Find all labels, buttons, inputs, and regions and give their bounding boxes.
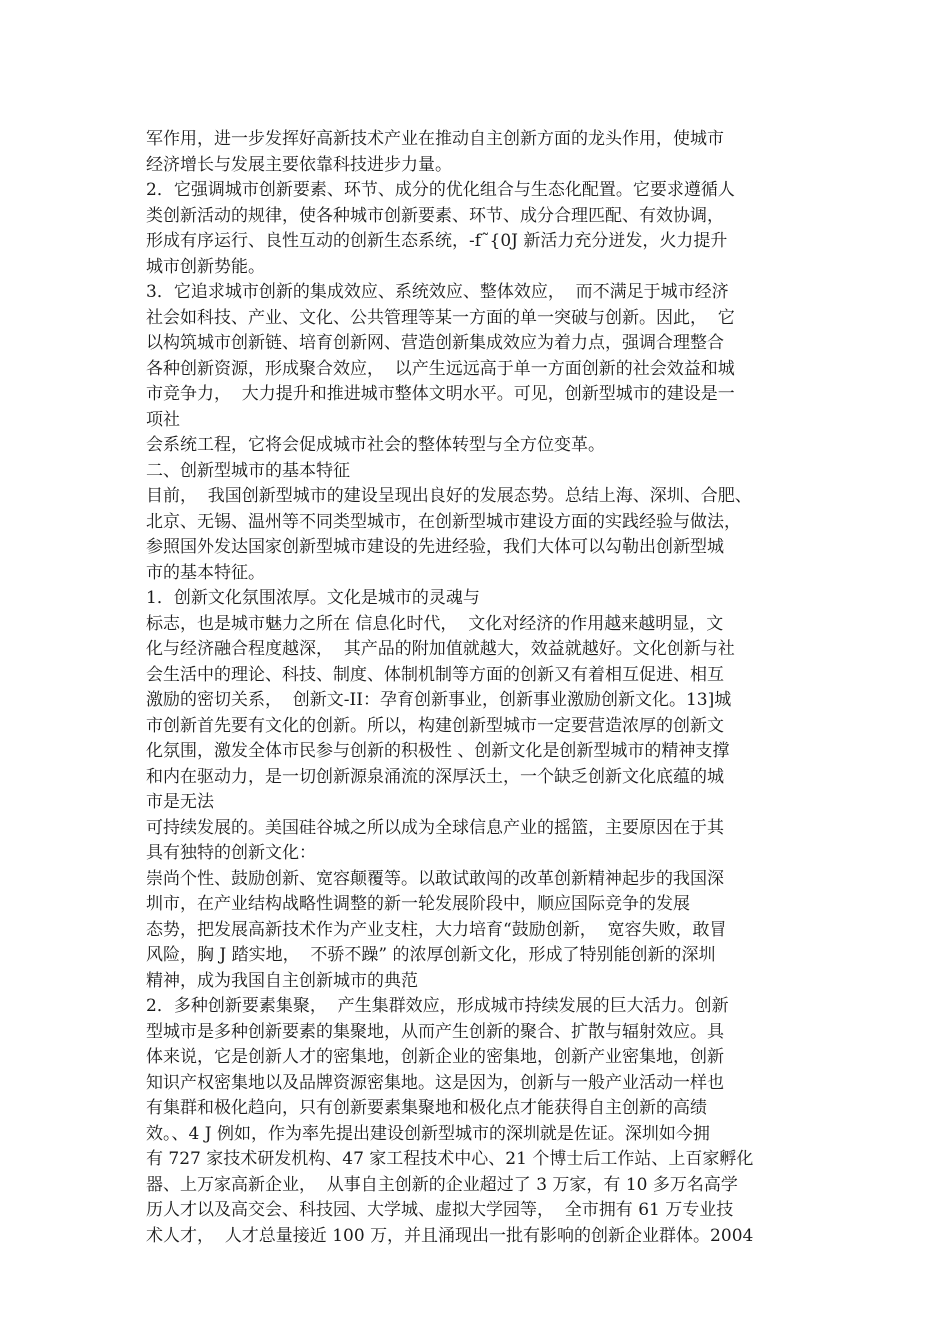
text-line: 二、创新型城市的基本特征 <box>146 460 350 481</box>
text-line: 社会如科技、产业、文化、公共管理等某一方面的单一突破与创新。因此， 它 <box>146 307 735 328</box>
document-body <box>146 127 826 1249</box>
text-line: 化与经济融合程度越深， 其产品的附加值就越大，效益就越好。文化创新与社 <box>146 639 735 659</box>
text-line: 激励的密切关系， 创新文-II：孕育创新事业，创新事业激励创新文化。13]城 <box>146 690 732 710</box>
text-line: 风险，胸 J 踏实地， 不骄不躁” 的浓厚创新文化，形成了特别能创新的深圳 <box>146 945 716 965</box>
text-line: 市竞争力， 大力提升和推进城市整体文明水平。可见，创新型城市的建设是一 <box>146 384 735 404</box>
text-line: 项社 <box>146 409 180 430</box>
text-line: 城市创新势能。 <box>146 256 265 277</box>
text-line: 效。、4 J 例如，作为率先提出建设创新型城市的深圳就是佐证。深圳如今拥 <box>146 1123 710 1144</box>
text-line: 态势，把发展高新技术作为产业支柱，大力培育“鼓励创新， 宽容失败，敢冒 <box>146 919 727 940</box>
text-line: 以构筑城市创新链、培育创新网、营造创新集成效应为着力点，强调合理整合 <box>146 333 724 353</box>
text-line: 器、上万家高新企业， 从事自主创新的企业超过了 3 万家，有 10 多万名高学 <box>146 1174 738 1195</box>
text-line: 具有独特的创新文化： <box>146 843 316 863</box>
text-line: 市的基本特征。 <box>146 562 265 583</box>
text-line: 圳市，在产业结构战略性调整的新一轮发展阶段中，顺应国际竞争的发展 <box>146 894 690 914</box>
text-line: 和内在驱动力，是一切创新源泉涌流的深厚沃土，一个缺乏创新文化底蕴的城 <box>146 766 724 787</box>
text-line: 参照国外发达国家创新型城市建设的先进经验，我们大体可以勾勒出创新型城 <box>146 537 724 557</box>
text-line: 有 727 家技术研发机构、47 家工程技术中心、21 个博士后工作站、上百家孵化 <box>146 1149 754 1169</box>
text-line: 市是无法 <box>146 792 214 812</box>
text-line: 2．它强调城市创新要素、环节、成分的优化组合与生态化配置。它要求遵循人 <box>146 180 735 200</box>
text-line: 目前， 我国创新型城市的建设呈现出良好的发展态势。总结上海、深圳、合肥、 <box>146 486 752 506</box>
text-line: 3．它追求城市创新的集成效应、系统效应、整体效应， 而不满足于城市经济 <box>146 282 729 302</box>
text-line: 型城市是多种创新要素的集聚地，从而产生创新的聚合、扩散与辐射效应。具 <box>146 1021 724 1042</box>
text-line: 崇尚个性、鼓励创新、宽容颠覆等。以敢试敢闯的改革创新精神起步的我国深 <box>146 868 724 889</box>
text-line: 精神，成为我国自主创新城市的典范 <box>146 970 418 991</box>
text-line: 会系统工程，它将会促成城市社会的整体转型与全方位变革。 <box>146 435 605 455</box>
text-line: 北京、无锡、温州等不同类型城市，在创新型城市建设方面的实践经验与做法， <box>146 511 741 532</box>
text-line: 可持续发展的。美国硅谷城之所以成为全球信息产业的摇篮，主要原因在于其 <box>146 817 724 838</box>
text-line: 各种创新资源，形成聚合效应， 以产生远远高于单一方面创新的社会效益和城 <box>146 358 735 379</box>
text-line: 化氛围，激发全体市民参与创新的积极性 、创新文化是创新型城市的精神支撑 <box>146 741 730 761</box>
text-line: 术人才， 人才总量接近 100 万，并且涌现出一批有影响的创新企业群体。2004 <box>146 1225 754 1246</box>
text-line: 有集群和极化趋向，只有创新要素集聚地和极化点才能获得自主创新的高绩 <box>146 1098 707 1118</box>
text-line: 1．创新文化氛围浓厚。文化是城市的灵魂与 <box>146 588 480 608</box>
text-line: 知识产权密集地以及品牌资源密集地。这是因为，创新与一般产业活动一样也 <box>146 1072 724 1093</box>
text-line: 体来说，它是创新人才的密集地，创新企业的密集地，创新产业密集地，创新 <box>146 1047 724 1067</box>
text-line: 会生活中的理论、科技、制度、体制机制等方面的创新又有着相互促进、相互 <box>146 664 724 685</box>
text-line: 市创新首先要有文化的创新。所以，构建创新型城市一定要营造浓厚的创新文 <box>146 715 724 736</box>
text-line: 类创新活动的规律，使各种城市创新要素、环节、成分合理匹配、有效协调， <box>146 205 724 226</box>
text-line: 经济增长与发展主要依靠科技进步力量。 <box>146 154 452 175</box>
text-line: 2．多种创新要素集聚， 产生集群效应，形成城市持续发展的巨大活力。创新 <box>146 996 729 1016</box>
text-line: 形成有序运行、良性互动的创新生态系统，-f˜{0J 新活力充分迸发，火力提升 <box>146 231 728 251</box>
text-line: 标志，也是城市魅力之所在 信息化时代， 文化对经济的作用越来越明显，文 <box>146 613 724 634</box>
text-line: 军作用，进一步发挥好高新技术产业在推动自主创新方面的龙头作用，使城市 <box>146 129 724 149</box>
text-line: 历人才以及高交会、科技园、大学城、虚拟大学园等， 全市拥有 61 万专业技 <box>146 1200 734 1220</box>
